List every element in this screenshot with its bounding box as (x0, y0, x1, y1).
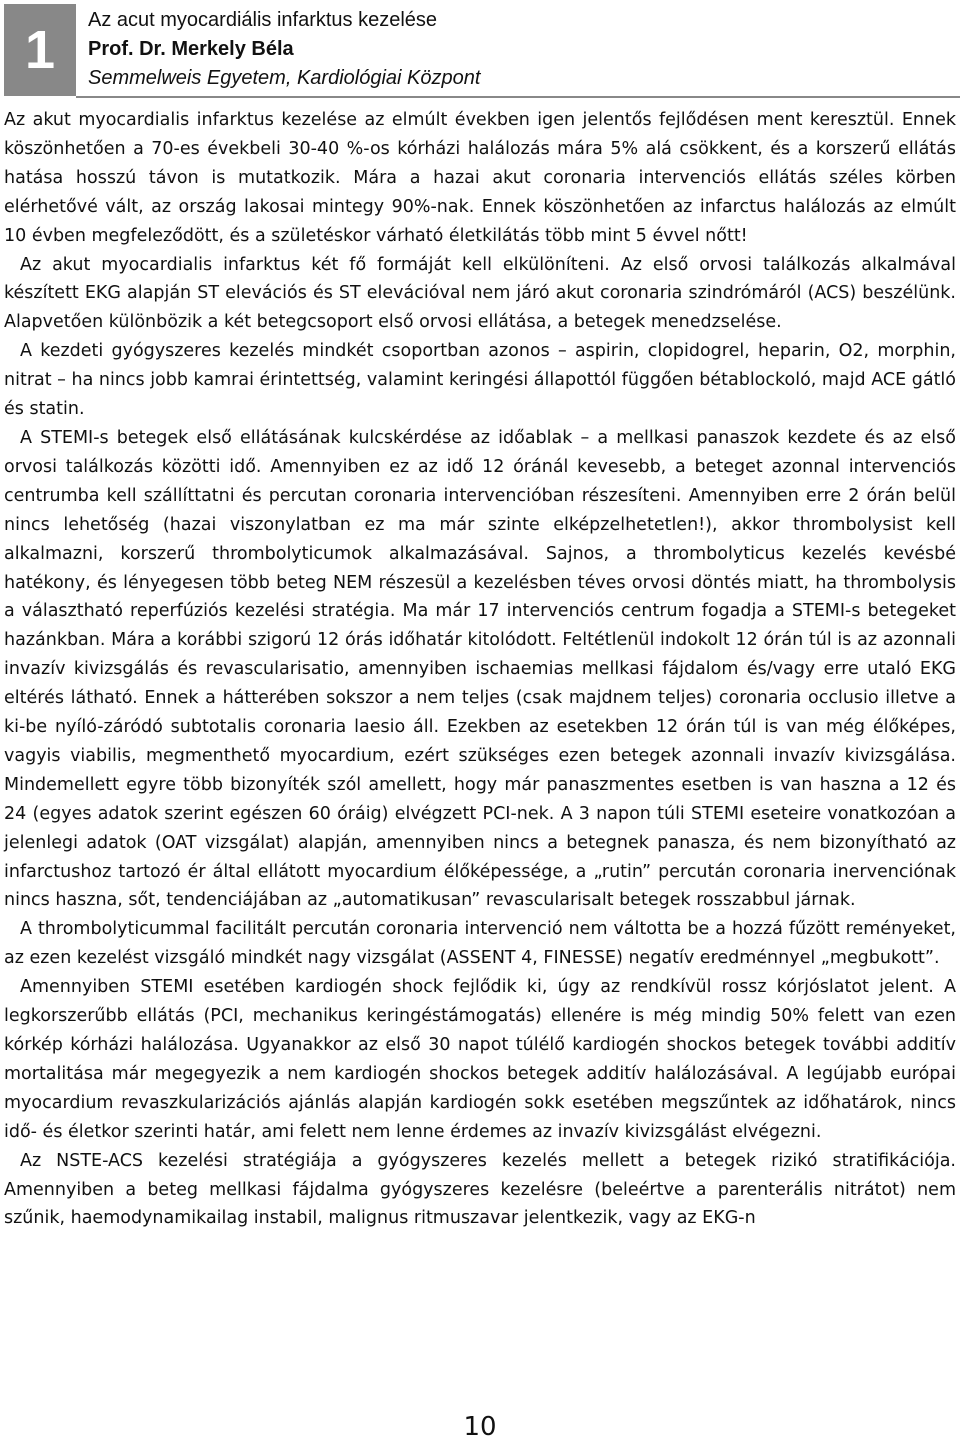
chapter-header (4, 4, 958, 96)
chapter-author: Prof. Dr. Merkely Béla (88, 38, 294, 60)
chapter-title: Az acut myocardiális infarktus kezelése (88, 9, 438, 31)
paragraph: A thrombolyticummal facilitált percután coronaria intervenció nem váltotta be a hozzá fűzött reményeket, az ezen kezelést vizsgáló mindkét nagy vizsgálat (ASSENT 4, FINESSE) negatív eredménnyel „megbukott”. (4, 919, 956, 969)
chapter-heading (88, 6, 480, 93)
paragraph: A kezdeti gyógyszeres kezelés mindkét csoportban azonos – aspirin, clopidogrel, heparin, O2, morphin, nitrat – ha nincs jobb kamrai érintettség, valamint keringési állapottól függően bétablockoló, majd ACE gátló és statin. (4, 341, 956, 420)
chapter-affiliation: Semmelweis Egyetem, Kardiológiai Központ (88, 67, 481, 89)
paragraph: Az akut myocardialis infarktus két fő formáját kell elkülöníteni. Az első orvosi találkozás alkalmával készített EKG alapján ST elevációs és ST elevációval nem járó akut coronaria szindrómáról (ACS) beszélünk. Alapvetően különbözik a két betegcsoport első orvosi ellátása, a betegek menedzselése. (4, 254, 956, 333)
chapter-number: 1 (4, 4, 76, 96)
paragraph: Az NSTE-ACS kezelési stratégiája a gyógyszeres kezelés mellett a betegek rizikó stratifikációja. Amennyiben a beteg mellkasi fájdalma gyógyszeres kezelésre (beleértve a parenterális nitrátot) nem szűnik, haemodynamikailag instabil, malignus ritmuszavar jelentkezik, vagy az EKG-n (4, 1150, 956, 1229)
paragraph: Amennyiben STEMI esetében kardiogén shock fejlődik ki, úgy az rendkívül rossz kórjóslatot jelent. A legkorszerűbb ellátás (PCI, mechanikus keringéstámogatás) ellenére is még mindig 50% felett van ezen kórkép kórházi halálozása. Ugyanakkor az első 30 napot túlélő kardiogén shockos betegek további additív mortalitása már megegyezik a nem kardiogén shockos betegek additív halálozásával. A legújabb európai myocardium revaszkularizációs ajánlás alapján kardiogén sokk esetében megszűntek az időhatárok, nincs idő- és életkor szerinti határ, ami felett nem lenne érdemes az invazív kivizsgálást elvégezni. (4, 977, 956, 1142)
paragraph: Az akut myocardialis infarktus kezelése az elmúlt években igen jelentős fejlődésen ment keresztül. Ennek köszönhetően a 70-es évekbeli 30-40 %-os kórházi halálozás mára 5% alá csökkent, és a korszerű ellátás hatása hosszú távon is mutatkozik. Mára a hazai akut coronaria intervenciós ellátás széles körben elérhetővé vált, az ország lakosai mintegy 90%-nak. Ennek köszönhetően az infarctus halálozás az elmúlt 10 évben megfeleződött, és a születéskor várható életkilátás több mint 5 évvel nőtt! (4, 110, 956, 246)
paragraph: A STEMI-s betegek első ellátásának kulcskérdése az időablak – a mellkasi panaszok kezdete és az első orvosi találkozás közötti idő. Amennyiben ez az idő 12 óránál kevesebb, a beteget azonnal intervenciós centrumba kell szállíttatni és percutan coronaria intervencióban részesíteni. Amennyiben erre 2 órán belül nincs lehetőség (hazai viszonylatban ez ma már szinte elképzelhetetlen!), akkor thrombolysist kell alkalmazni, korszerű thrombolyticumok alkalmazásával. Sajnos, a thrombolyticus kezelés kevésbé hatékony, és lényegesen több beteg NEM részesül a kezelésben téves orvosi döntés miatt, ha thrombolysis a választható reperfúziós kezelési stratégia. Ma már 17 intervenciós centrum fogadja a STEMI-s betegeket hazánkban. Mára a korábbi szigorú 12 órás időhatár kitolódott. Feltétlenül indokolt 12 órán túl is az azonnali invazív kivizsgálás és revascularisatio, amennyiben ischaemias mellkasi fájdalom és/vagy erre utaló EKG eltérés látható. Ennek a hátterében sokszor a nem teljes (csak majdnem teljes) coronaria occlusio illetve a ki-be nyíló-záródó subtotalis coronaria laesio áll. Ezekben az esetekben 12 órán túl is van még élőképes, vagyis viabilis, megmenthető myocardium, ezért szükséges ezen betegek azonnali invazív kivizsgálása. Mindemellett egyre több bizonyíték szól amellett, hogy már panaszmentes esetben is van haszna a 12 és 24 (egyes adatok szerint egészen 60 óráig) elvégzett PCI-nek. A 3 napon túli STEMI eseteire vonatkozóan a jelenlegi adatok (OAT vizsgálat) alapján, amennyiben nincs a betegnek panasza, és nem bizonyítható az infarctushoz tartozó ér által ellátott myocardium élőképessége, a „rutin” percután coronaria inervenciónak nincs haszna, sőt, tendenciájában az „automatikusan” revascularisalt betegek rosszabbul járnak. (4, 427, 956, 911)
page-number: 10 (463, 1412, 497, 1442)
article-body (4, 106, 956, 1233)
header-divider (76, 96, 960, 98)
